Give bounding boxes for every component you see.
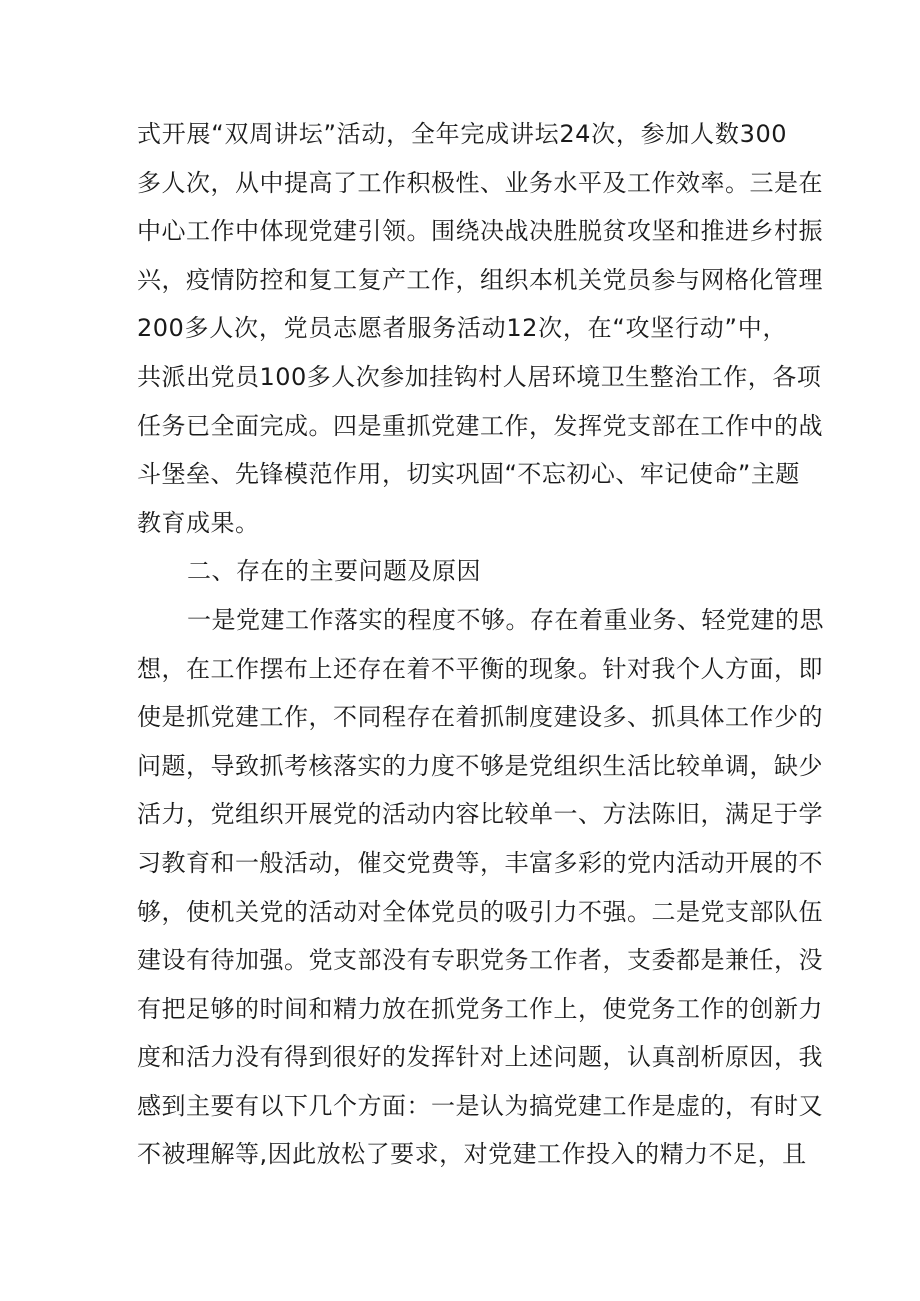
text-line: 式开展“双周讲坛”活动，全年完成讲坛24次，参加人数300: [137, 120, 787, 148]
text-line: 度和活力没有得到很好的发挥针对上述问题，认真剖析原因，我: [137, 1043, 823, 1072]
text-line: 斗堡垒、先锋模范作用，切实巩固“不忘初心、牢记使命”主题: [137, 460, 800, 489]
text-line: 活力，党组织开展党的活动内容比较单一、方法陈旧，满足于学: [137, 800, 823, 829]
text-line: 多人次，从中提高了工作积极性、业务水平及工作效率。三是在: [137, 168, 823, 197]
text-line: 习教育和一般活动，催交党费等，丰富多彩的党内活动开展的不: [137, 848, 823, 877]
section-heading: 二、存在的主要问题及原因: [187, 557, 481, 586]
text-line: 够，使机关党的活动对全体党员的吸引力不强。二是党支部队伍: [137, 897, 823, 926]
text-line: 感到主要有以下几个方面：一是认为搞党建工作是虚的，有时又: [137, 1091, 823, 1120]
text-line: 教育成果。: [137, 508, 260, 537]
text-line: 想，在工作摆布上还存在着不平衡的现象。针对我个人方面，即: [137, 654, 823, 683]
body-text: [137, 110, 824, 1179]
text-line: 任务已全面完成。四是重抓党建工作，发挥党支部在工作中的战: [137, 411, 823, 440]
text-line: 兴，疫情防控和复工复产工作，组织本机关党员参与网格化管理: [137, 265, 823, 294]
text-line: 中心工作中体现党建引领。围绕决战决胜脱贫攻坚和推进乡村振: [137, 217, 823, 246]
text-line: 一是党建工作落实的程度不够。存在着重业务、轻党建的思: [187, 605, 824, 634]
text-line: 建设有待加强。党支部没有专职党务工作者，支委都是兼任，没: [137, 946, 823, 975]
text-line: 使是抓党建工作，不同程存在着抓制度建设多、抓具体工作少的: [137, 703, 823, 732]
text-line: 不被理解等,因此放松了要求，对党建工作投入的精力不足，且: [137, 1140, 807, 1169]
text-line: 问题，导致抓考核落实的力度不够是党组织生活比较单调，缺少: [137, 751, 823, 780]
text-line: 200多人次，党员志愿者服务活动12次，在“攻坚行动”中，: [137, 314, 787, 343]
text-line: 共派出党员100多人次参加挂钩村人居环境卫生整治工作，各项: [137, 362, 822, 391]
text-line: 有把足够的时间和精力放在抓党务工作上，使党务工作的创新力: [137, 994, 823, 1023]
